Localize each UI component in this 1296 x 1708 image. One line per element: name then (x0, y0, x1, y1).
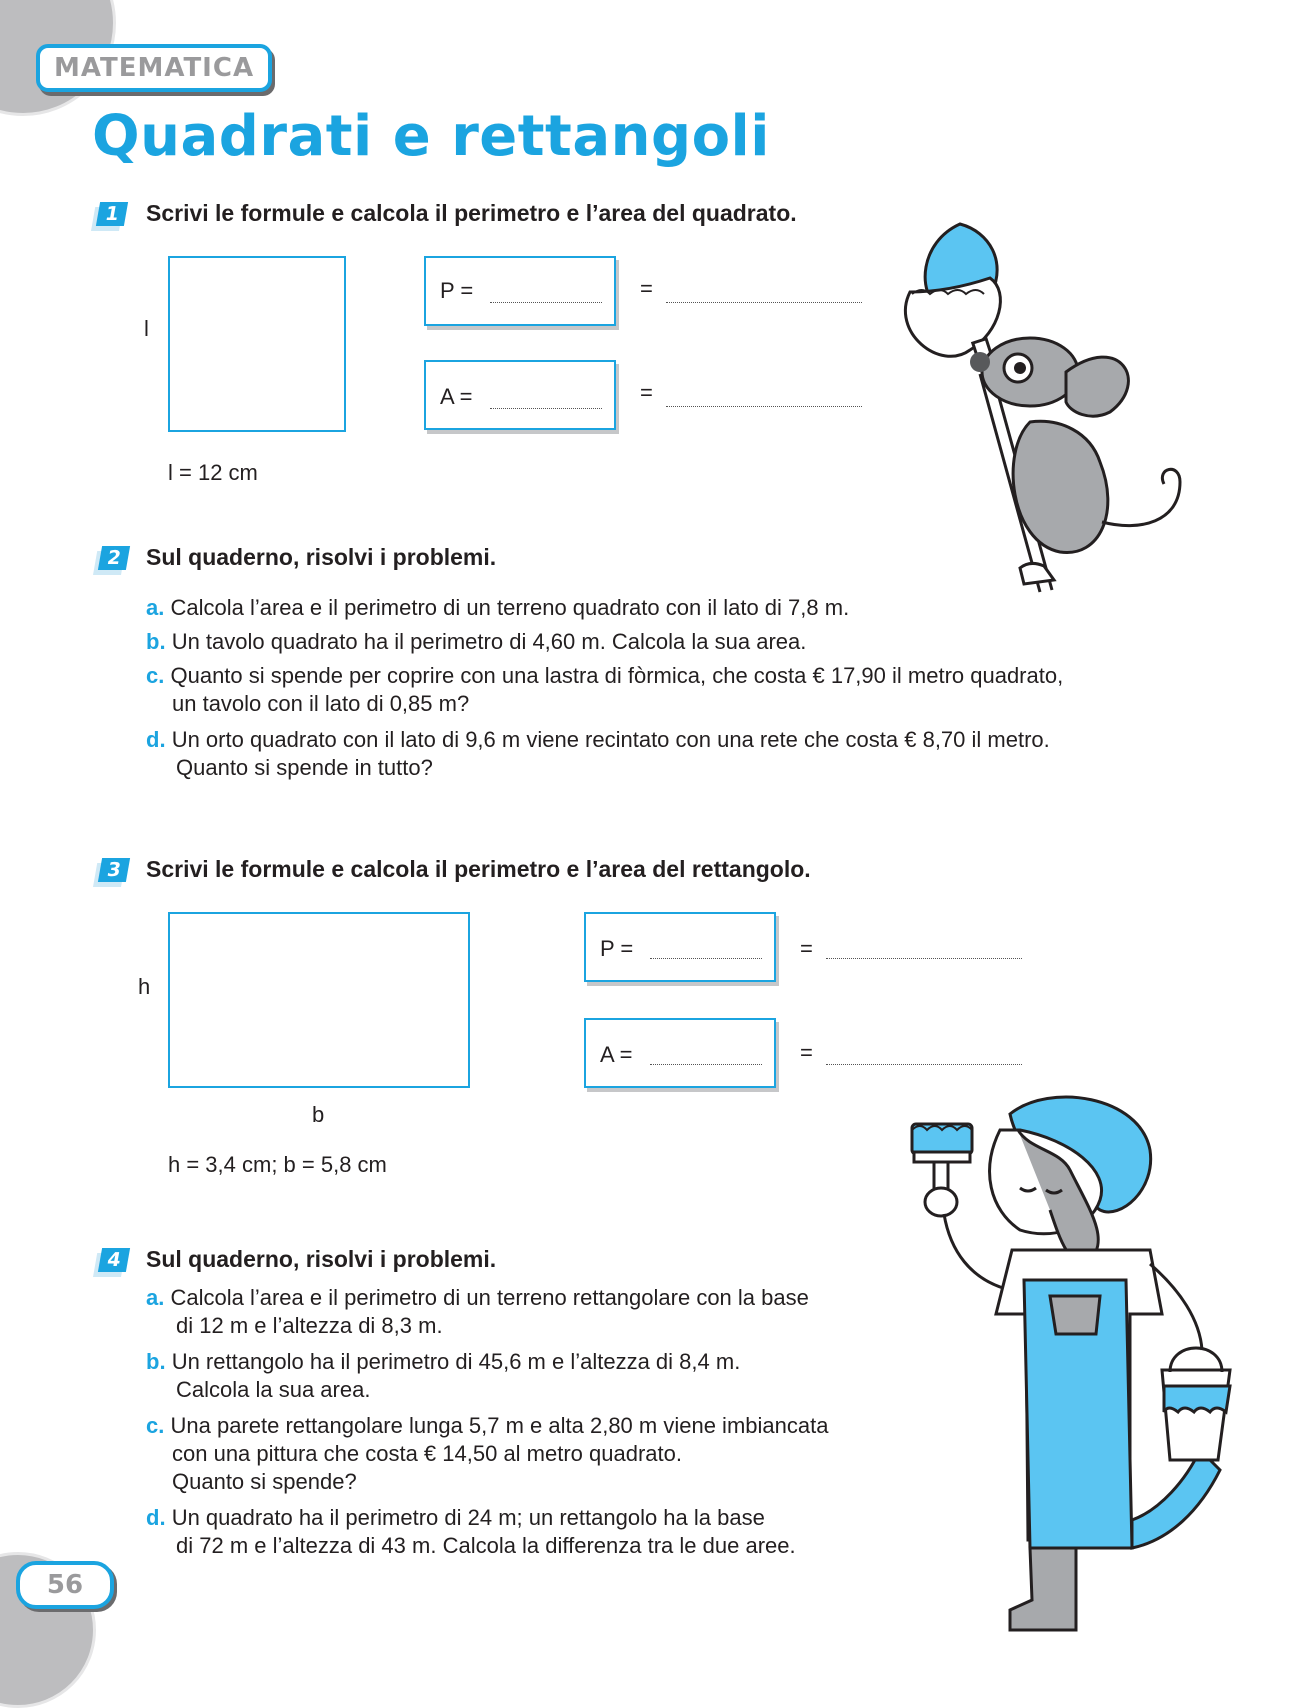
area-formula-box[interactable] (424, 360, 616, 430)
subject-badge: MATEMATICA (36, 44, 272, 92)
problem-text-continued: Quanto si spende in tutto? (176, 755, 433, 780)
answer-line[interactable] (650, 1064, 762, 1065)
square-given: l = 12 cm (168, 460, 258, 485)
painter-child-illustration (900, 1090, 1240, 1646)
area-label: A = (440, 384, 473, 409)
exercise-number: 1 (96, 202, 128, 226)
problem-text-continued: con una pittura che costa € 14,50 al metro quadrato. (172, 1441, 682, 1466)
problem-text: Un quadrato ha il perimetro di 24 m; un rettangolo ha la base (171, 1505, 765, 1530)
exercise-instruction: Scrivi le formule e calcola il perimetro e l’area del quadrato. (146, 200, 797, 226)
answer-line[interactable] (650, 958, 762, 959)
problem-text: Calcola l’area e il perimetro di un terreno rettangolare con la base (170, 1285, 809, 1310)
equals-sign: = (640, 380, 653, 405)
page-number: 56 (16, 1561, 114, 1609)
equals-sign: = (640, 276, 653, 301)
problem-item (146, 628, 806, 656)
perimeter-label: P = (440, 278, 474, 303)
problem-text: Quanto si spende per coprire con una lastra di fòrmica, che costa € 17,90 il metro quadrato, (170, 663, 1064, 688)
rectangle-base-label: b (312, 1102, 325, 1127)
exercise-number: 2 (98, 546, 130, 570)
problem-letter: b. (146, 1349, 166, 1374)
problem-item (146, 726, 1050, 754)
result-line[interactable] (666, 302, 862, 303)
problem-letter: b. (146, 629, 166, 654)
problem-item (146, 1504, 765, 1532)
problem-item (146, 594, 849, 622)
result-line[interactable] (826, 958, 1022, 959)
square-shape (168, 256, 346, 432)
problem-letter: d. (146, 727, 166, 752)
problem-item (146, 1348, 740, 1376)
problem-letter: a. (146, 1285, 165, 1310)
problem-text-continued: un tavolo con il lato di 0,85 m? (172, 691, 470, 716)
problem-text: Un rettangolo ha il perimetro di 45,6 m e l’altezza di 8,4 m. (171, 1349, 741, 1374)
rectangle-shape (168, 912, 470, 1088)
mouse-painter-illustration (880, 222, 1240, 622)
rectangle-given: h = 3,4 cm; b = 5,8 cm (168, 1152, 387, 1177)
area-formula-box[interactable] (584, 1018, 776, 1088)
problem-letter: a. (146, 595, 165, 620)
problem-item (146, 662, 1063, 690)
perimeter-label: P = (600, 936, 634, 961)
problem-text: Un tavolo quadrato ha il perimetro di 4,60 m. Calcola la sua area. (171, 629, 807, 654)
problem-text-continued: Quanto si spende? (172, 1469, 357, 1494)
result-line[interactable] (666, 406, 862, 407)
problem-text-continued: Calcola la sua area. (176, 1377, 371, 1402)
problem-text: Una parete rettangolare lunga 5,7 m e alta 2,80 m viene imbiancata (170, 1413, 829, 1438)
equals-sign: = (800, 1040, 813, 1065)
rectangle-height-label: h (138, 974, 151, 999)
exercise-instruction: Sul quaderno, risolvi i problemi. (146, 1246, 497, 1272)
problem-letter: c. (146, 1413, 165, 1438)
problem-text-continued: di 72 m e l’altezza di 43 m. Calcola la differenza tra le due aree. (176, 1533, 796, 1558)
problem-text: Un orto quadrato con il lato di 9,6 m viene recintato con una rete che costa € 8,70 il metro. (171, 727, 1050, 752)
answer-line[interactable] (490, 408, 602, 409)
problem-letter: d. (146, 1505, 166, 1530)
problem-text-continued: di 12 m e l’altezza di 8,3 m. (176, 1313, 443, 1338)
area-label: A = (600, 1042, 633, 1067)
exercise-number: 4 (98, 1248, 130, 1272)
square-side-label: l (144, 316, 149, 341)
perimeter-formula-box[interactable] (584, 912, 776, 982)
result-line[interactable] (826, 1064, 1022, 1065)
exercise-instruction: Sul quaderno, risolvi i problemi. (146, 544, 497, 570)
problem-text: Calcola l’area e il perimetro di un terreno quadrato con il lato di 7,8 m. (170, 595, 850, 620)
equals-sign: = (800, 936, 813, 961)
perimeter-formula-box[interactable] (424, 256, 616, 326)
problem-item (146, 1284, 809, 1312)
page-title: Quadrati e rettangoli (92, 104, 770, 169)
exercise-instruction: Scrivi le formule e calcola il perimetro e l’area del rettangolo. (146, 856, 811, 882)
exercise-number: 3 (98, 858, 130, 882)
problem-item (146, 1412, 828, 1440)
problem-letter: c. (146, 663, 165, 688)
answer-line[interactable] (490, 302, 602, 303)
